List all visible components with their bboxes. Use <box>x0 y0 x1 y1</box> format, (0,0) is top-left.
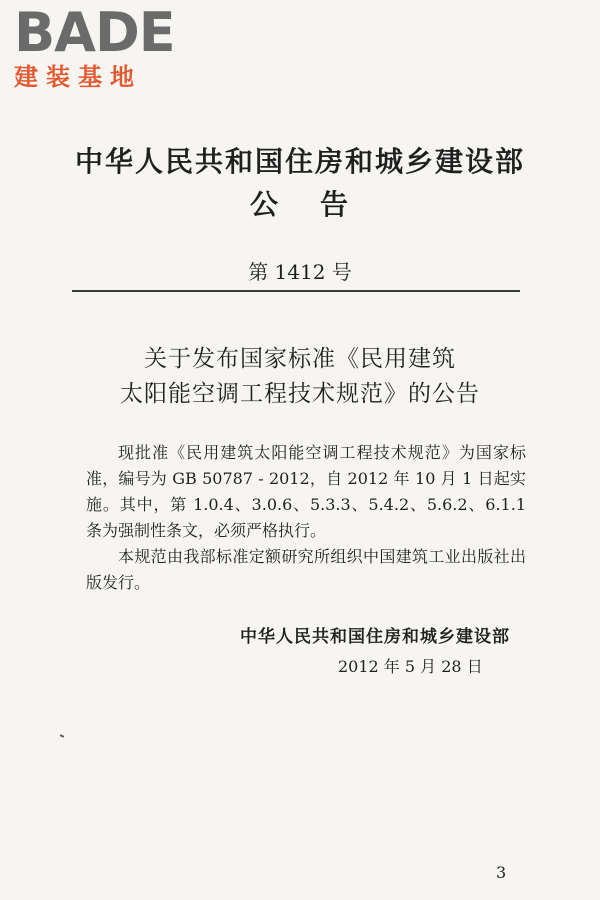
ministry-title: 中华人民共和国住房和城乡建设部 <box>74 145 525 178</box>
signature-organization: 中华人民共和国住房和城乡建设部 <box>240 627 510 647</box>
page-number: 3 <box>496 863 507 882</box>
subject-line-1: 关于发布国家标准《民用建筑 <box>144 346 456 372</box>
body-paragraph-2: 本规范由我部标准定额研究所组织中国建筑工业出版社出版发行。 <box>86 547 526 592</box>
header-divider <box>72 290 520 292</box>
body-paragraph-1: 现批准《民用建筑太阳能空调工程技术规范》为国家标准，编号为 GB 50787 - 2012，自 2012 年 10 月 1 日起实施。其中，第 1.0.4、3.0.6、5.3.3、5.4.2、5.6.2、6.1.1 条为强制性条文，必须严格执行。 <box>86 443 526 540</box>
bade-logo <box>14 1 184 96</box>
announcement-number: 第 1412 号 <box>248 260 352 284</box>
signature-date: 2012 年 5 月 28 日 <box>338 657 483 676</box>
scan-speck <box>60 734 64 738</box>
logo-tagline: 建装基地 <box>14 63 142 91</box>
document-type-title: 公告 <box>249 188 390 221</box>
subject-line-2: 太阳能空调工程技术规范》的公告 <box>120 381 480 407</box>
announcement-body <box>86 440 526 596</box>
logo-brand-text: BADE <box>14 1 175 64</box>
